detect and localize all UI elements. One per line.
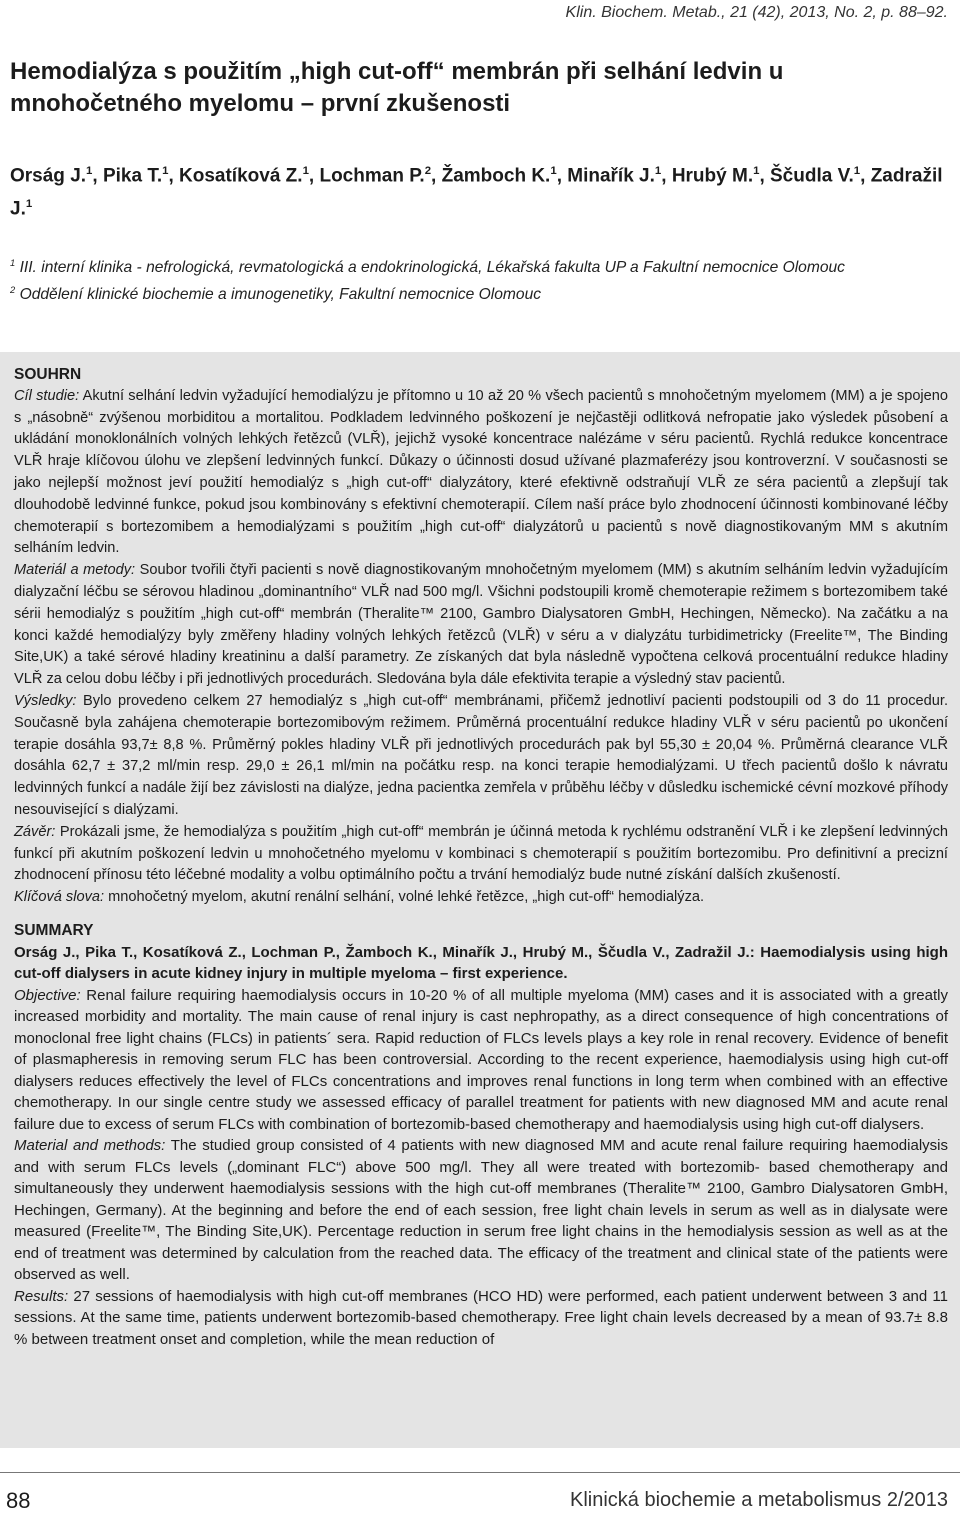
souhrn-section — [14, 822, 948, 887]
section-text: Bylo provedeno celkem 27 hemodialýz s „high cut-off“ membránami, přičemž jednotliví pacienti podstoupili od 3 do 11 procedur. Současně byla zahájena chemoterapie bortezomibovým režimem. Průměrná procentuální redukce hladiny VLŘ v séru pacientů po ukončení terapie dosáhla 93,7± 8,8 %. Průměrný pokles hladiny VLŘ při jednotlivých procedurách pak byl 55,30 ± 20,04 %. Průměrná clearance VLŘ dosáhla 62,7 ± 37,2 ml/min resp. 29,0 ± 26,1 ml/min na počátku resp. na konci terapie hemodialýzami. U třech pacientů došlo k návratu ledvinných funkcí a nadále žijí bez závislosti na dialýze, jedna pacientka zemřela v průběhu léčby v důsledku ischemické cévní mozkové příhody nesouvisející s dialýzami. — [14, 692, 948, 818]
author-affiliation-mark: 2 — [424, 165, 432, 177]
author: Zadražil J. — [10, 165, 943, 220]
summary-heading: SUMMARY — [14, 921, 94, 939]
affiliations — [10, 252, 950, 306]
summary-section — [14, 985, 948, 1136]
affiliation — [10, 279, 950, 306]
section-text: The studied group consisted of 4 patients with new diagnosed MM and acute renal failure requiring haemodialysis and with serum FLCs levels („dominant FLC“) above 500 mg/l. They all were treated with bortezomib- based chemotherapy and simultaneously they underwent haemodialysis sessions with the high cut-off membranes (Theralite™ 2100, Gambro Dialysatoren GmbH, Hechingen, Germany). At the beginning and before the end of each session, free light chain levels in serum as well as in dialysate were measured (Freelite™, The Binding Site,UK). Percentage reduction in serum free light chains in the hemodialysis session as well as at the end of treatment was determined by calculation from the reached data. The efficacy of the treatment and clinical state of the patients were observed as well. — [14, 1137, 948, 1284]
summary-section — [14, 1286, 948, 1351]
author-list: Orság J.$^1$, Pika T.$^1$, Kosatíková Z.$^1$, Lochman P.$^2$, Žamboch K.$^1$, Minařík J.$^1$, Hrubý M.$^1$, Ščudla V.$^1$, Zadražil J.$^1$ — [10, 165, 943, 220]
section-text: 27 sessions of haemodialysis with high cut-off membranes (HCO HD) were performed, each patient underwent between 3 and 11 sessions. At the same time, patients underwent bortezomib-based chemotherapy. Free light chain levels decreased by a mean of 93.7± 8.8 % between treatment onset and completion, while the mean reduction of — [14, 1287, 948, 1348]
summary-citation: Orság J., Pika T., Kosatíková Z., Lochman P., Žamboch K., Minařík J., Hrubý M., Ščudla V., Zadražil J.: Haemodialysis using high cut-off dialysers in acute kidney injury in multiple myeloma – first experience. — [14, 943, 948, 983]
section-label: Materiál a metody: — [14, 562, 136, 579]
affiliation-number: 1 — [10, 258, 16, 268]
section-text: Akutní selhání ledvin vyžadující hemodialýzu je přítomno u 10 až 20 % všech pacientů s mnohočetným myelomem (MM) a je spojeno s „násobně“ zvýšenou morbiditou a mortalitou. Podkladem ledvinného poškození je nejčastěji odlitková nefropatie jako výsledek působení a ukládání monoklonálních volných lehkých řetězců (VLŘ), jejichž vysoké koncentrace nalézáme v séru pacientů. Rychlá redukce koncentrace VLŘ hraje klíčovou úlohu ve zlepšení ledvinných funkcí. Důkazy o účinnosti dosud užívané plazmaferézy jsou kontroverzní. V současnosti se jako nejlepší možnost jeví použití hemodialýz s „high cut-off“ dialyzátory, které efektivně odstraňují VLŘ ze séra pacientů a zlepšují tak dlouhodobě ledvinné funkce, pokud jsou kombinovány s efektivní chemoterapií. Cílem naší práce bylo zhodnocení účinnosti kombinované léčby chemoterapií s bortezomibem a hemodialýzami s použitím „high cut-off“ dialyzátorů u pacientů s nově diagnostikovaným MM s akutním selháním ledvin. — [14, 387, 949, 557]
section-label: Results: — [14, 1287, 69, 1305]
section-label: Výsledky: — [14, 692, 77, 709]
section-text: mnohočetný myelom, akutní renální selhání, volné lehké řetězce, „high cut-off“ hemodialýza. — [108, 889, 705, 906]
author-affiliation-mark: 1 — [25, 198, 33, 211]
section-text: Prokázali jsme, že hemodialýza s použitím „high cut-off“ membrán je účinná metoda k rychlému odstranění VLŘ i ke zlepšení ledvinných funkcí při akutním poškození ledvin u mnohočetného myelomu v kombinaci s chemoterapií s použitím bortezomibu. Pro definitivní a precizní zhodnocení přínosu této léčebné modality a volbu optimálního počtu a trvání hemodialýz bude nutné získání dalších zkušeností. — [14, 823, 948, 884]
author-affiliation-mark: 1 — [162, 165, 169, 177]
author-affiliation-mark: 1 — [654, 165, 662, 177]
souhrn-heading: SOUHRN — [14, 366, 82, 383]
author: Pika T. — [102, 165, 163, 187]
article-title: Hemodialýza s použitím „high cut-off“ membrán při selhání ledvin u mnohočetného myelomu – první zkušenosti — [10, 58, 784, 117]
section-label: Objective: — [14, 986, 81, 1004]
section-label: Material and methods: — [14, 1137, 166, 1155]
section-label: Cíl studie: — [14, 387, 80, 404]
author-affiliation-mark: 1 — [550, 165, 557, 177]
affiliation-number: 2 — [10, 285, 16, 296]
abstract-box — [0, 352, 960, 1448]
page-number: 88 — [6, 1488, 31, 1513]
author-affiliation-mark: 1 — [753, 165, 760, 177]
author: Kosatíková Z. — [179, 165, 303, 187]
journal-reference: Klin. Biochem. Metab., 21 (42), 2013, No. 2, p. 88–92. — [565, 4, 948, 21]
footer-journal-issue: Klinická biochemie a metabolismus 2/2013 — [570, 1489, 948, 1511]
author-affiliation-mark: 1 — [853, 165, 861, 177]
affiliation — [10, 252, 950, 279]
author-affiliation-mark: 1 — [86, 165, 93, 177]
author: Orság J. — [10, 165, 87, 187]
author: Ščudla V. — [770, 165, 854, 187]
souhrn-section — [14, 386, 948, 560]
footer-divider — [0, 1472, 960, 1473]
section-text: Renal failure requiring haemodialysis occurs in 10-20 % of all multiple myeloma (MM) cases and it is associated with a greatly increased morbidity and mortality. The main cause of renal injury is cast nephropathy, as a direct consequence of high concentrations of monoclonal free light chains (FLCs) in patients´ sera. Rapid reduction of FLCs levels plays a key role in renal recovery. Evidence of benefit of plasmapheresis in removing serum FLC has been controversial. According to the recent experience, haemodialysis using high cut-off dialysers reduces effectively the level of FLCs concentrations and improves renal functions in long term when combined with an effective chemotherapy. In our single centre study we assessed efficacy of parallel treatment for patients with new diagnosed MM and acute renal failure due to excess of serum FLCs with combination of bortezomib-based chemotherapy and haemodialysis using high cut-off dialysers. — [14, 986, 948, 1133]
summary-section — [14, 1135, 948, 1286]
section-label: Klíčová slova: — [14, 889, 105, 906]
author: Lochman P. — [319, 165, 425, 187]
author: Minařík J. — [567, 165, 655, 187]
author: Žamboch K. — [441, 165, 551, 187]
author-affiliation-mark: 1 — [302, 165, 309, 177]
section-text: Soubor tvořili čtyři pacienti s nově diagnostikovaným mnohočetným myelomem (MM) s akutním selháním ledvin vyžadujícím dialyzační léčbu se sérovou hladinou „dominantního“ VLŘ nad 500 mg/l. Všichni podstoupili kromě chemoterapie režimem s bortezomibem také sérii hemodialýz s použitím „high cut-off“ membrán (Theralite™ 2100, Gambro Dialysatoren GmbH, Hechingen, Německo). Na začátku a na konci každé hemodialýzy byly změřeny hladiny volných lehkých řetězců (VLŘ) v séru a v dialyzátu turbidimetricky (Freelite™, The Binding Site,UK) a také sérové hladiny kreatininu a další parametry. Ze získaných dat byla následně vypočtena celková procentuální redukce hladiny VLŘ za celou dobu léčby i při jednotlivých procedurách. Sledována byla dále efektivita terapie a výsledný stav pacientů. — [14, 562, 949, 688]
section-label: Závěr: — [14, 823, 56, 840]
affiliation-text: III. interní klinika - nefrologická, revmatologická a endokrinologická, Lékařská fakulta UP a Fakultní nemocnice Olomouc — [19, 259, 845, 277]
souhrn-section — [14, 560, 948, 691]
souhrn-section — [14, 691, 948, 822]
affiliation-text: Oddělení klinické biochemie a imunogenetiky, Fakultní nemocnice Olomouc — [19, 286, 542, 304]
souhrn-section — [14, 887, 948, 909]
author: Hrubý M. — [671, 165, 754, 187]
